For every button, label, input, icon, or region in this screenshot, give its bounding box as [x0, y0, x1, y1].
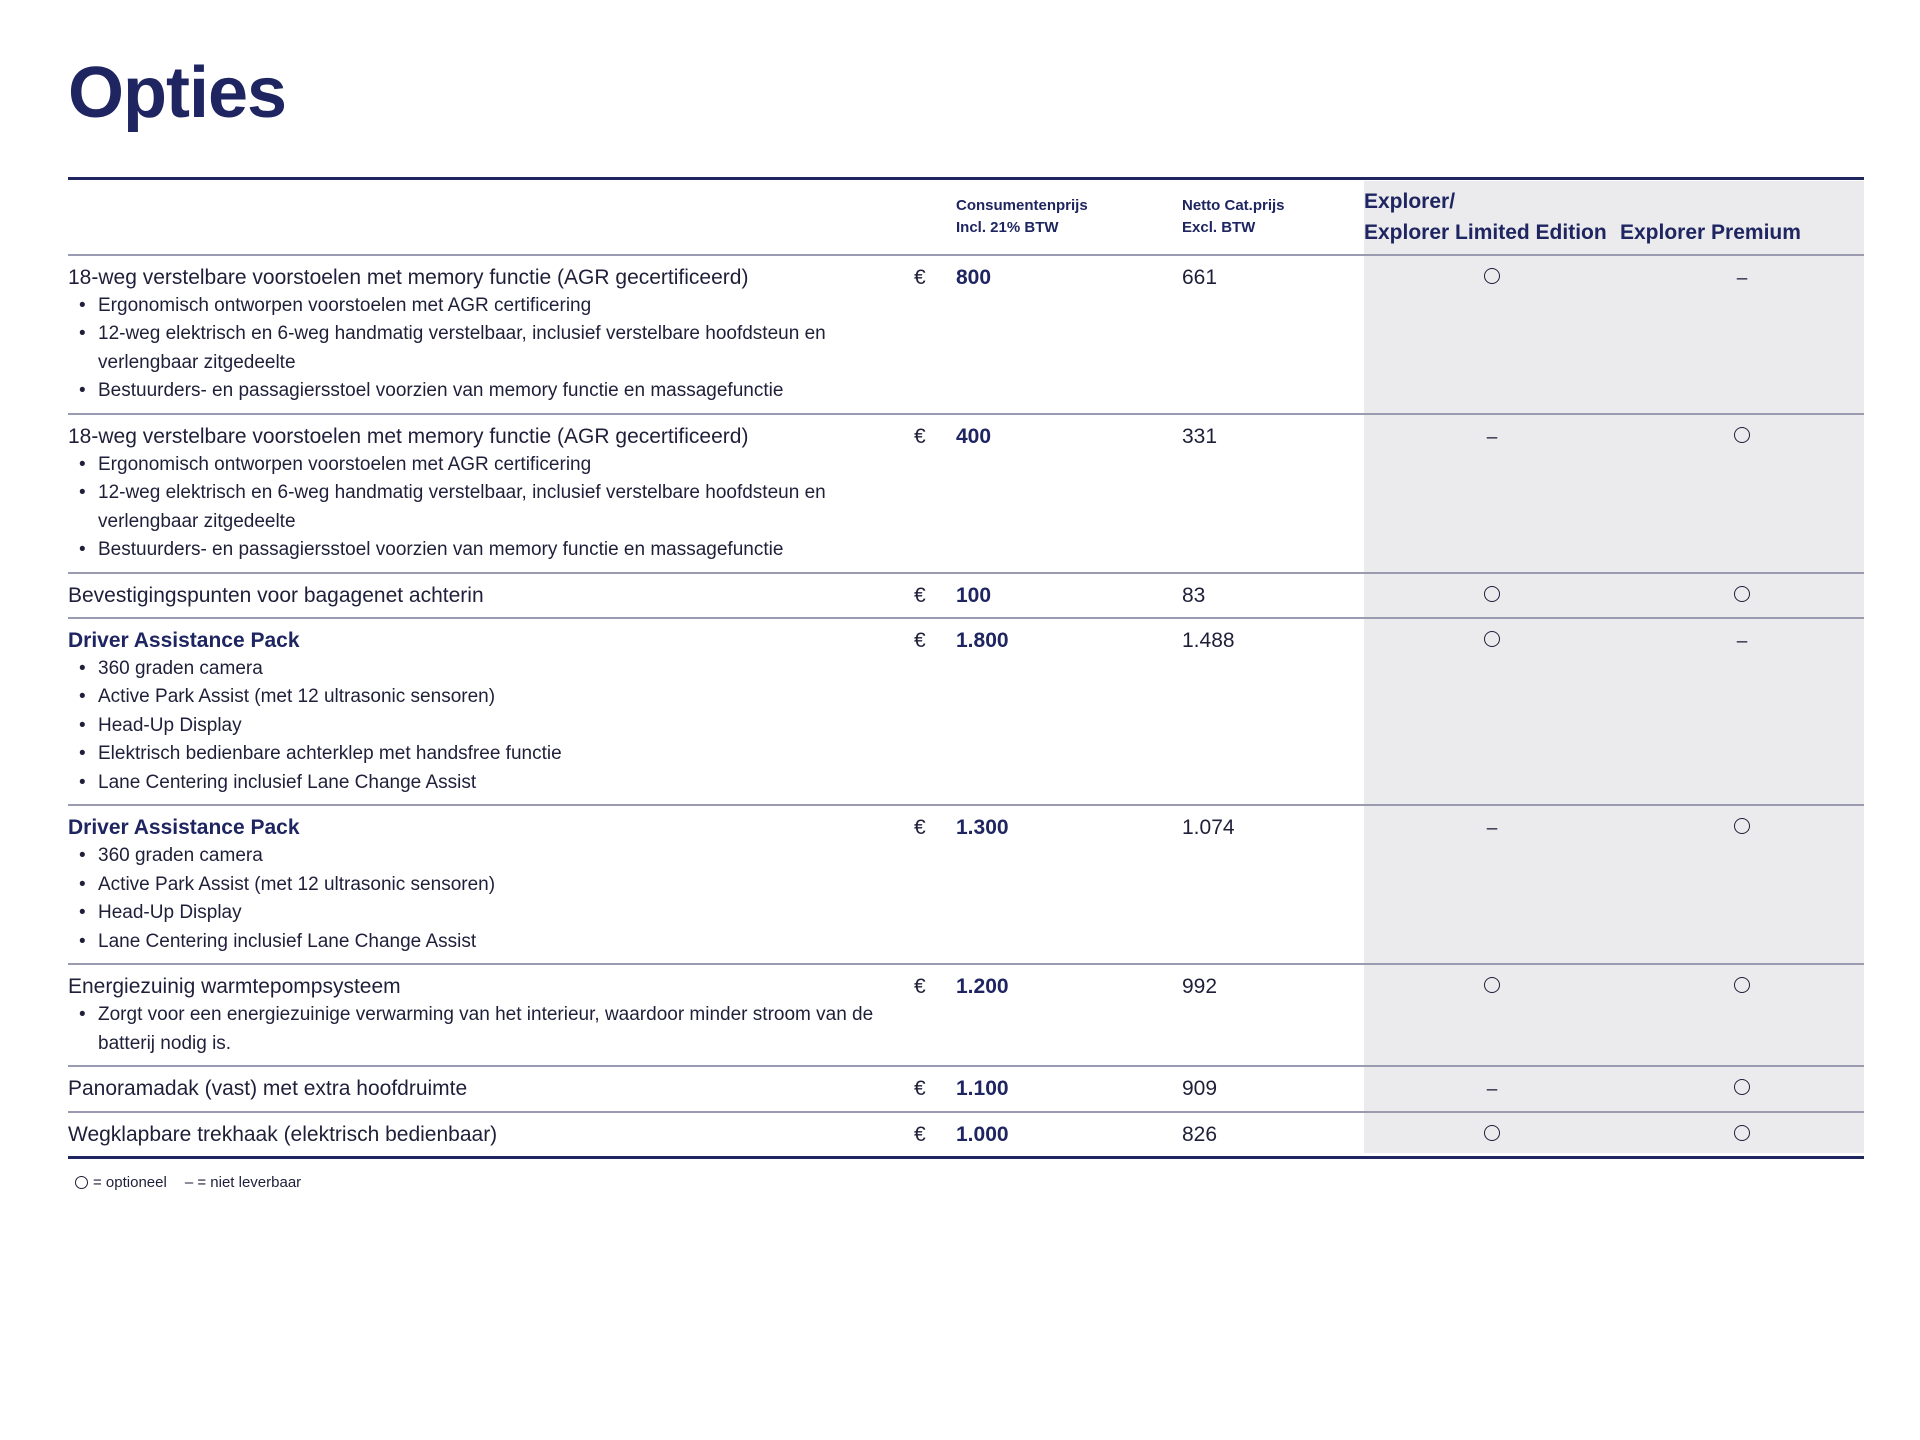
variant1-availability-cell	[1364, 1112, 1620, 1158]
consumer-price-header-line2: Incl. 21% BTW	[956, 218, 1059, 236]
circle-icon	[1734, 977, 1750, 993]
feature-list-item: • 12-weg elektrisch en 6-weg handmatig verstelbaar, inclusief verstelbare hoofdsteun en verlengbaar zitgedeelte	[68, 320, 914, 377]
dash-icon: –	[1736, 630, 1748, 652]
table-row	[68, 573, 1864, 618]
feature-list	[68, 292, 914, 406]
option-description-cell	[68, 1066, 914, 1112]
variant2-availability-cell	[1620, 573, 1864, 618]
variant2-availability-cell	[1620, 414, 1864, 573]
legend	[75, 1174, 301, 1191]
variant2-header	[1620, 179, 1864, 255]
variant2-availability-cell	[1620, 618, 1864, 806]
net-price-value: 909	[1182, 1077, 1218, 1100]
net-price-header-line1: Netto Cat.prijs	[1182, 196, 1285, 214]
currency-symbol: €	[914, 583, 926, 607]
feature-list-item: • Lane Centering inclusief Lane Change Assist	[68, 769, 914, 798]
variant2-availability-cell	[1620, 1066, 1864, 1112]
option-description-cell	[68, 964, 914, 1066]
option-description-cell	[68, 805, 914, 964]
feature-list-item: • 360 graden camera	[68, 842, 914, 871]
currency-symbol: €	[914, 1123, 926, 1146]
feature-list	[68, 842, 914, 956]
consumer-price-value: 1.000	[956, 1123, 1009, 1146]
feature-list	[68, 655, 914, 798]
dash-icon: –	[1486, 818, 1498, 839]
legend-optional-label: = optioneel	[93, 1174, 167, 1191]
circle-icon	[1484, 268, 1500, 284]
feature-list-item: • Zorgt voor een energiezuinige verwarming van het interieur, waardoor minder stroom van de batterij nodig is.	[68, 1001, 914, 1058]
legend-unavailable-symbol: –	[184, 1174, 194, 1191]
consumer-price-value: 400	[956, 424, 992, 448]
option-name: Driver Assistance Pack	[68, 816, 300, 839]
table-row	[68, 618, 1864, 806]
feature-list-item: • Head-Up Display	[68, 712, 914, 741]
option-name: Driver Assistance Pack	[68, 628, 300, 652]
variant2-header-label: Explorer Premium	[1620, 220, 1801, 244]
circle-icon	[1734, 1079, 1750, 1095]
options-table-body	[68, 255, 1864, 1158]
variant1-availability-cell	[1364, 964, 1620, 1066]
circle-icon	[1484, 977, 1500, 993]
currency-symbol: €	[914, 816, 926, 839]
consumer-price-header-line1: Consumentenprijs	[956, 196, 1088, 214]
circle-icon	[1734, 818, 1750, 834]
table-row	[68, 964, 1864, 1066]
net-price-header-line2: Excl. BTW	[1182, 218, 1256, 236]
option-description-cell	[68, 573, 914, 618]
option-name: Energiezuinig warmtepompsysteem	[68, 975, 401, 998]
circle-icon	[1484, 1125, 1500, 1141]
net-price-value: 661	[1182, 265, 1218, 289]
net-price-value: 1.488	[1182, 628, 1235, 652]
variant2-availability-cell	[1620, 255, 1864, 414]
option-column-header	[68, 179, 914, 255]
option-description-cell	[68, 1112, 914, 1158]
currency-column-header	[914, 179, 956, 255]
circle-icon	[1484, 586, 1500, 602]
feature-list-item: • Lane Centering inclusief Lane Change Assist	[68, 928, 914, 957]
feature-list-item: • Elektrisch bedienbare achterklep met handsfree functie	[68, 740, 914, 769]
feature-list-item: • Head-Up Display	[68, 899, 914, 928]
variant1-availability-cell	[1364, 414, 1620, 573]
table-row	[68, 414, 1864, 573]
consumer-price-value: 1.300	[956, 816, 1009, 839]
consumer-price-value: 1.100	[956, 1077, 1009, 1100]
circle-icon	[1734, 1125, 1750, 1141]
option-name: 18-weg verstelbare voorstoelen met memory functie (AGR gecertificeerd)	[68, 265, 749, 289]
consumer-price-value: 800	[956, 265, 992, 289]
variant1-availability-cell	[1364, 1066, 1620, 1112]
variant1-header-line1: Explorer/	[1364, 189, 1456, 213]
currency-symbol: €	[914, 1077, 926, 1100]
variant1-header	[1364, 179, 1620, 255]
net-price-value: 331	[1182, 424, 1218, 448]
variant2-availability-cell	[1620, 805, 1864, 964]
options-table	[68, 177, 1864, 1159]
feature-list-item: • Bestuurders- en passagiersstoel voorzien van memory functie en massagefunctie	[68, 377, 914, 406]
feature-list-item: • Active Park Assist (met 12 ultrasonic sensoren)	[68, 683, 914, 712]
feature-list-item: • Ergonomisch ontworpen voorstoelen met AGR certificering	[68, 292, 914, 321]
feature-list-item: • 12-weg elektrisch en 6-weg handmatig verstelbaar, inclusief verstelbare hoofdsteun en verlengbaar zitgedeelte	[68, 479, 914, 536]
net-price-value: 83	[1182, 583, 1206, 607]
variant1-availability-cell	[1364, 573, 1620, 618]
net-price-value: 1.074	[1182, 816, 1235, 839]
consumer-price-header	[956, 179, 1182, 255]
circle-icon	[1734, 586, 1750, 602]
variant1-availability-cell	[1364, 255, 1620, 414]
variant2-availability-cell	[1620, 964, 1864, 1066]
feature-list-item: • Ergonomisch ontworpen voorstoelen met AGR certificering	[68, 451, 914, 480]
feature-list	[68, 451, 914, 565]
circle-icon	[1484, 631, 1500, 647]
feature-list-item: • Active Park Assist (met 12 ultrasonic sensoren)	[68, 871, 914, 900]
page-title: Opties	[68, 53, 287, 133]
variant1-availability-cell	[1364, 805, 1620, 964]
option-name: Bevestigingspunten voor bagagenet achterin	[68, 583, 484, 607]
table-row	[68, 1112, 1864, 1158]
table-row	[68, 255, 1864, 414]
circle-icon	[75, 1176, 88, 1189]
feature-list-item: • 360 graden camera	[68, 655, 914, 684]
dash-icon: –	[1736, 267, 1748, 289]
consumer-price-value: 100	[956, 583, 992, 607]
table-row	[68, 1066, 1864, 1112]
currency-symbol: €	[914, 975, 926, 998]
variant2-availability-cell	[1620, 1112, 1864, 1158]
variant1-availability-cell	[1364, 618, 1620, 806]
consumer-price-value: 1.200	[956, 975, 1009, 998]
currency-symbol: €	[914, 628, 926, 652]
variant1-header-line2: Explorer Limited Edition	[1364, 220, 1607, 244]
feature-list	[68, 1001, 914, 1058]
dash-icon: –	[1486, 1079, 1498, 1100]
net-price-header	[1182, 179, 1364, 255]
net-price-value: 826	[1182, 1123, 1218, 1146]
option-name: 18-weg verstelbare voorstoelen met memory functie (AGR gecertificeerd)	[68, 424, 749, 448]
table-header-row	[68, 179, 1864, 255]
option-description-cell	[68, 618, 914, 806]
consumer-price-value: 1.800	[956, 628, 1009, 652]
legend-unavailable-label: = niet leverbaar	[197, 1174, 302, 1191]
option-description-cell	[68, 255, 914, 414]
option-name: Panoramadak (vast) met extra hoofdruimte	[68, 1077, 468, 1100]
net-price-value: 992	[1182, 975, 1218, 998]
feature-list-item: • Bestuurders- en passagiersstoel voorzien van memory functie en massagefunctie	[68, 536, 914, 565]
currency-symbol: €	[914, 265, 926, 289]
circle-icon	[1734, 427, 1750, 443]
option-name: Wegklapbare trekhaak (elektrisch bedienbaar)	[68, 1123, 498, 1146]
dash-icon: –	[1486, 426, 1498, 448]
option-description-cell	[68, 414, 914, 573]
table-row	[68, 805, 1864, 964]
currency-symbol: €	[914, 424, 926, 448]
